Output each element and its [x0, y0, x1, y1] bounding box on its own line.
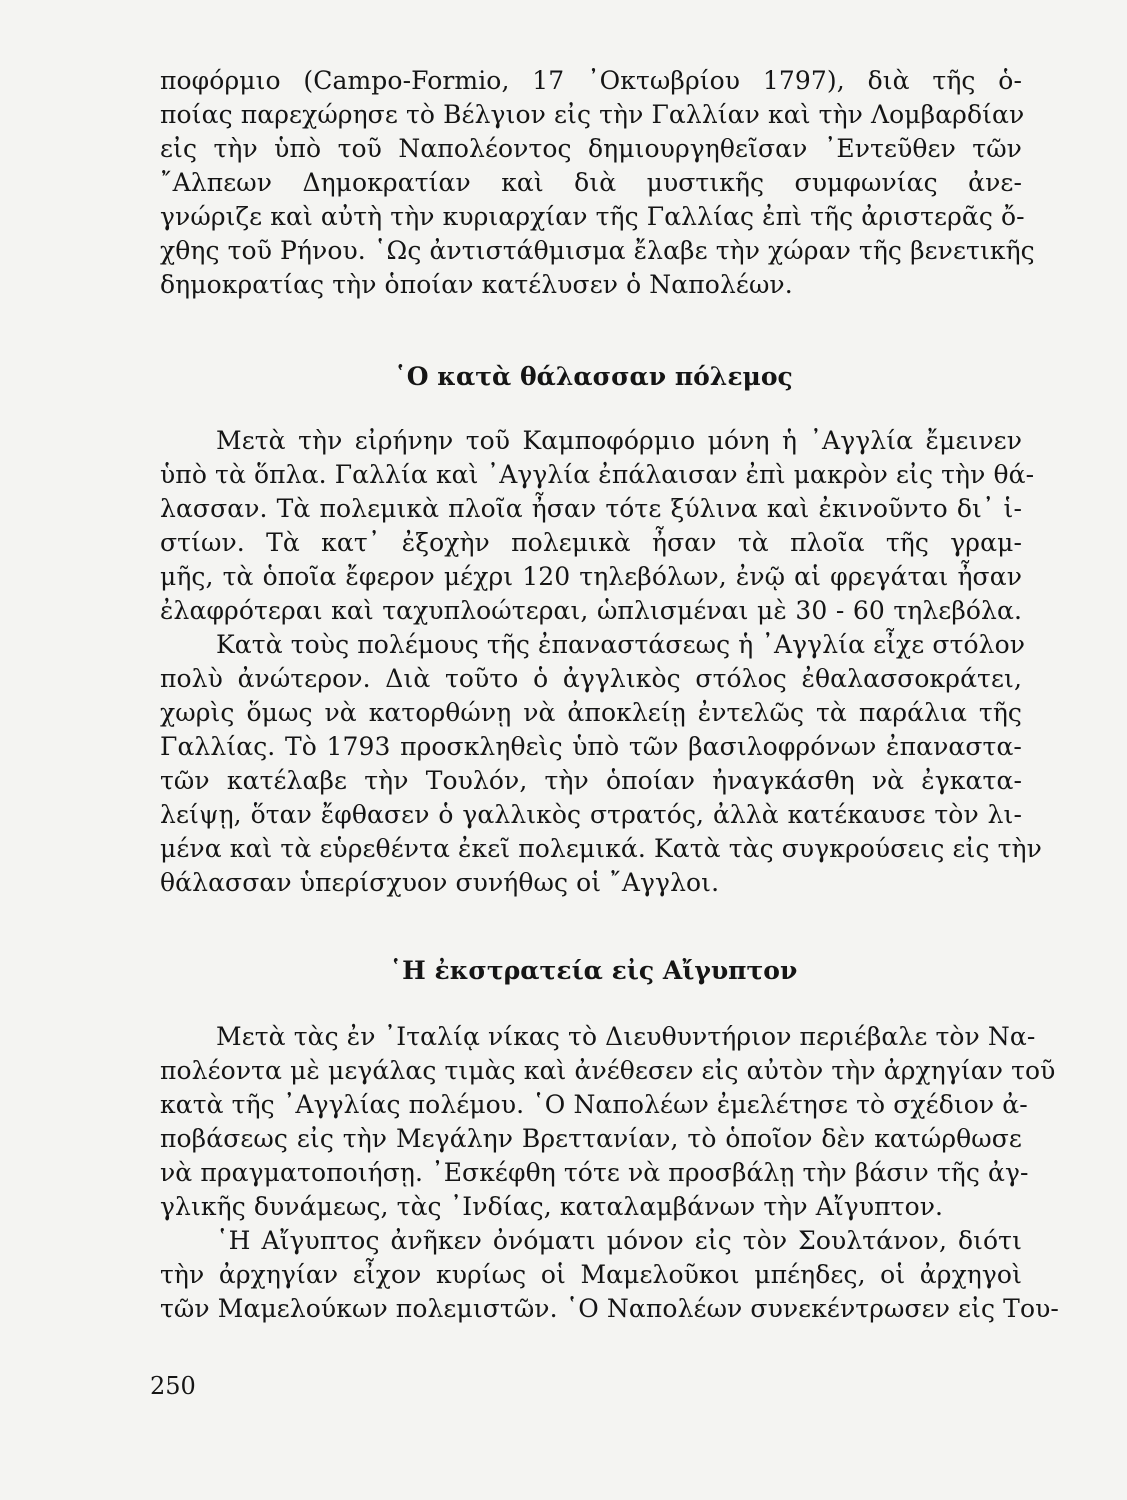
text-line: τῶν Μαμελούκων πολεμιστῶν. ῾Ο Ναπολέων συνεκέντρωσεν εἰς Του-: [160, 1294, 1059, 1323]
text-line: θάλασσαν ὑπερίσχυον συνήθως οἱ ῎Αγγλοι.: [160, 868, 720, 897]
paragraph-campo-formio: [160, 64, 1035, 302]
text-line: ῎Αλπεων Δημοκρατίαν καὶ διὰ μυστικῆς συμφωνίας ἀνε-: [160, 168, 1022, 197]
text-line: ποφόρμιο (Campo-Formio, 17 ᾿Οκτωβρίου 1797), διὰ τῆς ὁ-: [160, 66, 1022, 95]
text-line: ῾Η Αἴγυπτος ἀνῆκεν ὀνόματι μόνον εἰς τὸν Σουλτάνον, διότι: [216, 1226, 1022, 1255]
page-number: 250: [150, 1372, 196, 1400]
text-line: Κατὰ τοὺς πολέμους τῆς ἐπαναστάσεως ἡ ᾿Αγγλία εἶχε στόλον: [216, 630, 1026, 659]
text-line: εἰς τὴν ὑπὸ τοῦ Ναπολέοντος δημιουργηθεῖσαν ᾿Εντεῦθεν τῶν: [160, 134, 1022, 163]
text-line: Μετὰ τὰς ἐν ᾿Ιταλίᾳ νίκας τὸ Διευθυντήριον περιέβαλε τὸν Να-: [216, 1022, 1036, 1051]
text-line: Γαλλίας. Τὸ 1793 προσκληθεὶς ὑπὸ τῶν βασιλοφρόνων ἐπαναστα-: [160, 732, 1022, 761]
paragraph-naval-war: [160, 424, 1042, 900]
text-line: ἐλαφρότεραι καὶ ταχυπλοώτεραι, ὡπλισμέναι μὲ 30 - 60 τηλεβόλα.: [160, 596, 1022, 625]
text-line: ποβάσεως εἰς τὴν Μεγάλην Βρεττανίαν, τὸ ὁποῖον δὲν κατώρθωσε: [160, 1124, 1022, 1153]
paragraph-egypt-expedition: [160, 1020, 1059, 1326]
text-line: χθης τοῦ Ρήνου. ῾Ως ἀντιστάθμισμα ἔλαβε τὴν χώραν τῆς βενετικῆς: [160, 236, 1035, 265]
text-line: στίων. Τὰ κατ᾿ ἐξοχὴν πολεμικὰ ἦσαν τὰ πλοῖα τῆς γραμ-: [160, 528, 1022, 557]
text-line: μῆς, τὰ ὁποῖα ἔφερον μέχρι 120 τηλεβόλων, ἐνῷ αἱ φρεγάται ἦσαν: [160, 562, 1022, 591]
text-line: λασσαν. Τὰ πολεμικὰ πλοῖα ἦσαν τότε ξύλινα καὶ ἐκινοῦντο δι᾿ ἱ-: [160, 494, 1022, 523]
text-line: τὴν ἀρχηγίαν εἶχον κυρίως οἱ Μαμελοῦκοι μπέηδες, οἱ ἀρχηγοὶ: [160, 1260, 1022, 1289]
text-line: Μετὰ τὴν εἰρήνην τοῦ Καμποφόρμιο μόνη ἡ ᾿Αγγλία ἔμεινεν: [216, 426, 1022, 455]
section-heading-naval-war: ῾Ο κατὰ θάλασσαν πόλεμος: [394, 362, 793, 391]
text-line: τῶν κατέλαβε τὴν Τουλόν, τὴν ὁποίαν ἠναγκάσθη νὰ ἐγκατα-: [160, 766, 1022, 795]
text-line: πολὺ ἀνώτερον. Διὰ τοῦτο ὁ ἀγγλικὸς στόλος ἐθαλασσοκράτει,: [160, 664, 1022, 693]
text-line: μένα καὶ τὰ εὑρεθέντα ἐκεῖ πολεμικά. Κατὰ τὰς συγκρούσεις εἰς τὴν: [160, 834, 1042, 863]
text-line: λείψῃ, ὅταν ἔφθασεν ὁ γαλλικὸς στρατός, ἀλλὰ κατέκαυσε τὸν λι-: [160, 800, 1022, 829]
text-line: πολέοντα μὲ μεγάλας τιμὰς καὶ ἀνέθεσεν εἰς αὐτὸν τὴν ἀρχηγίαν τοῦ: [160, 1056, 1056, 1085]
text-line: ποίας παρεχώρησε τὸ Βέλγιον εἰς τὴν Γαλλίαν καὶ τὴν Λομβαρδίαν: [160, 100, 1025, 129]
text-line: δημοκρατίας τὴν ὁποίαν κατέλυσεν ὁ Ναπολέων.: [160, 270, 793, 299]
section-heading-egypt-expedition: ῾Η ἐκστρατεία εἰς Αἴγυπτον: [389, 956, 798, 985]
text-line: γλικῆς δυνάμεως, τὰς ᾿Ινδίας, καταλαμβάνων τὴν Αἴγυπτον.: [160, 1192, 944, 1221]
text-line: ὑπὸ τὰ ὅπλα. Γαλλία καὶ ᾿Αγγλία ἐπάλαισαν ἐπὶ μακρὸν εἰς τὴν θά-: [160, 460, 1035, 489]
text-line: νὰ πραγματοποιήσῃ. ᾿Εσκέφθη τότε νὰ προσβάλῃ τὴν βάσιν τῆς ἀγ-: [160, 1158, 1029, 1187]
text-line: γνώριζε καὶ αὐτὴ τὴν κυριαρχίαν τῆς Γαλλίας ἐπὶ τῆς ἀριστερᾶς ὄ-: [160, 202, 1025, 231]
text-line: χωρὶς ὅμως νὰ κατορθώνῃ νὰ ἀποκλείῃ ἐντελῶς τὰ παράλια τῆς: [160, 698, 1022, 727]
text-line: κατὰ τῆς ᾿Αγγλίας πολέμου. ῾Ο Ναπολέων ἐμελέτησε τὸ σχέδιον ἀ-: [160, 1090, 1028, 1119]
